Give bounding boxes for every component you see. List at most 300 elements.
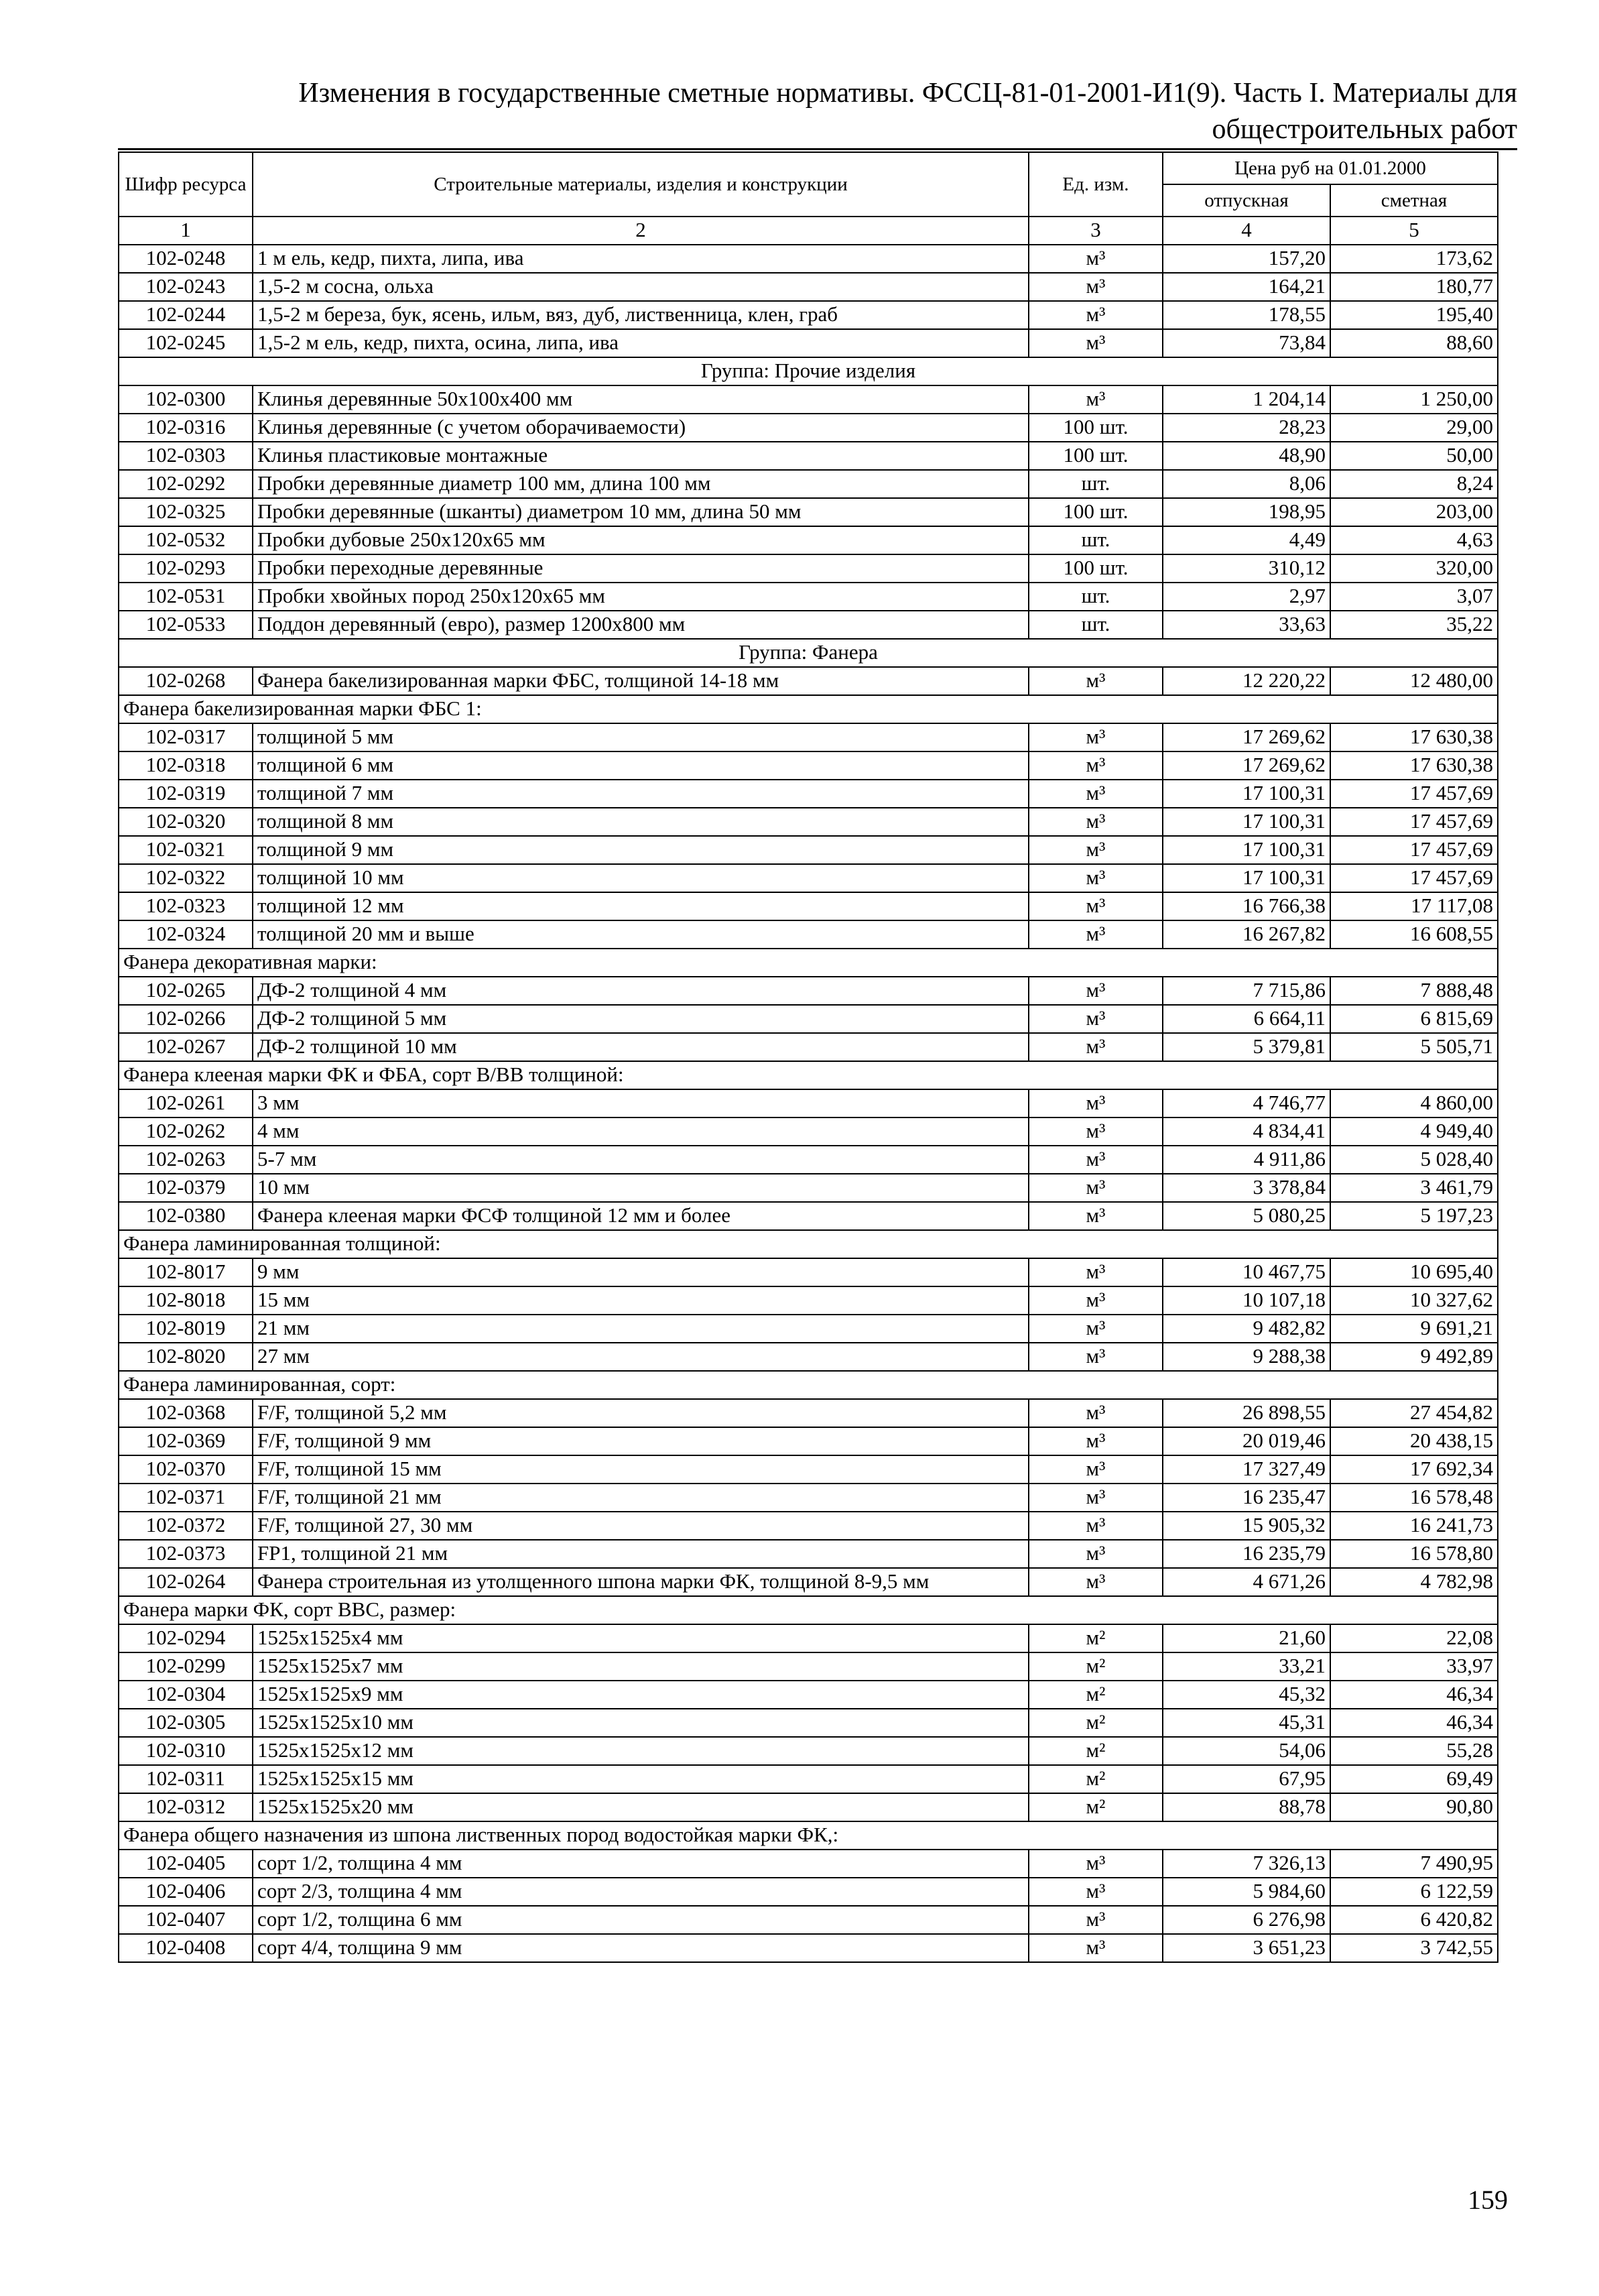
unit-of-measure: м³ bbox=[1029, 1258, 1163, 1286]
unit-of-measure: м³ bbox=[1029, 808, 1163, 836]
estimate-price: 27 454,82 bbox=[1330, 1399, 1498, 1427]
material-name: 5-7 мм bbox=[253, 1146, 1029, 1174]
resource-code: 102-0305 bbox=[119, 1709, 253, 1737]
resource-code: 102-0245 bbox=[119, 329, 253, 357]
unit-of-measure: м² bbox=[1029, 1765, 1163, 1793]
release-price: 4 911,86 bbox=[1163, 1146, 1330, 1174]
resource-code: 102-0262 bbox=[119, 1117, 253, 1146]
material-name: 21 мм bbox=[253, 1315, 1029, 1343]
estimate-price: 4 860,00 bbox=[1330, 1089, 1498, 1117]
material-name: толщиной 8 мм bbox=[253, 808, 1029, 836]
release-price: 10 107,18 bbox=[1163, 1286, 1330, 1315]
material-name: сорт 1/2, толщина 4 мм bbox=[253, 1850, 1029, 1878]
table-row bbox=[119, 1315, 1498, 1343]
release-price: 26 898,55 bbox=[1163, 1399, 1330, 1427]
estimate-price: 195,40 bbox=[1330, 301, 1498, 329]
resource-code: 102-0406 bbox=[119, 1878, 253, 1906]
release-price: 33,21 bbox=[1163, 1652, 1330, 1681]
release-price: 164,21 bbox=[1163, 273, 1330, 301]
estimate-price: 17 457,69 bbox=[1330, 864, 1498, 892]
estimate-price: 5 197,23 bbox=[1330, 1202, 1498, 1230]
release-price: 3 651,23 bbox=[1163, 1934, 1330, 1962]
estimate-price: 8,24 bbox=[1330, 470, 1498, 498]
unit-of-measure: 100 шт. bbox=[1029, 414, 1163, 442]
unit-of-measure: 100 шт. bbox=[1029, 554, 1163, 583]
table-row bbox=[119, 751, 1498, 780]
column-number: 1 bbox=[119, 217, 253, 245]
unit-of-measure: м² bbox=[1029, 1709, 1163, 1737]
material-name: Клинья деревянные (с учетом оборачиваемости) bbox=[253, 414, 1029, 442]
unit-of-measure: м² bbox=[1029, 1652, 1163, 1681]
column-number: 4 bbox=[1163, 217, 1330, 245]
resource-code: 102-0310 bbox=[119, 1737, 253, 1765]
unit-of-measure: м³ bbox=[1029, 1512, 1163, 1540]
table-row bbox=[119, 977, 1498, 1005]
resource-code: 102-0318 bbox=[119, 751, 253, 780]
material-name: 10 мм bbox=[253, 1174, 1029, 1202]
table-head bbox=[119, 152, 1498, 245]
estimate-price: 16 241,73 bbox=[1330, 1512, 1498, 1540]
group-heading-row bbox=[119, 357, 1498, 385]
unit-of-measure: м³ bbox=[1029, 301, 1163, 329]
estimate-price: 17 457,69 bbox=[1330, 808, 1498, 836]
release-price: 17 100,31 bbox=[1163, 808, 1330, 836]
unit-of-measure: м³ bbox=[1029, 1906, 1163, 1934]
unit-of-measure: м³ bbox=[1029, 667, 1163, 695]
material-name: F/F, толщиной 5,2 мм bbox=[253, 1399, 1029, 1427]
material-name: Пробки деревянные диаметр 100 мм, длина 100 мм bbox=[253, 470, 1029, 498]
release-price: 7 715,86 bbox=[1163, 977, 1330, 1005]
unit-of-measure: м² bbox=[1029, 1624, 1163, 1652]
unit-of-measure: м³ bbox=[1029, 1117, 1163, 1146]
resource-code: 102-0371 bbox=[119, 1484, 253, 1512]
resource-code: 102-0300 bbox=[119, 385, 253, 414]
material-name: сорт 1/2, толщина 6 мм bbox=[253, 1906, 1029, 1934]
estimate-price: 7 888,48 bbox=[1330, 977, 1498, 1005]
table-row bbox=[119, 1652, 1498, 1681]
resource-code: 102-0372 bbox=[119, 1512, 253, 1540]
material-name: ДФ-2 толщиной 4 мм bbox=[253, 977, 1029, 1005]
resource-code: 102-0244 bbox=[119, 301, 253, 329]
unit-of-measure: м³ bbox=[1029, 751, 1163, 780]
material-name: толщиной 7 мм bbox=[253, 780, 1029, 808]
estimate-price: 10 695,40 bbox=[1330, 1258, 1498, 1286]
release-price: 16 235,79 bbox=[1163, 1540, 1330, 1568]
estimate-price: 203,00 bbox=[1330, 498, 1498, 526]
table-row bbox=[119, 1484, 1498, 1512]
resource-code: 102-8020 bbox=[119, 1343, 253, 1371]
table-row bbox=[119, 329, 1498, 357]
material-name: 1525х1525х7 мм bbox=[253, 1652, 1029, 1681]
release-price: 1 204,14 bbox=[1163, 385, 1330, 414]
unit-of-measure: м³ bbox=[1029, 273, 1163, 301]
release-price: 20 019,46 bbox=[1163, 1427, 1330, 1455]
material-name: толщиной 12 мм bbox=[253, 892, 1029, 920]
material-name: 1,5-2 м ель, кедр, пихта, осина, липа, ива bbox=[253, 329, 1029, 357]
estimate-price: 12 480,00 bbox=[1330, 667, 1498, 695]
table-row bbox=[119, 1624, 1498, 1652]
material-name: толщиной 9 мм bbox=[253, 836, 1029, 864]
material-name: FP1, толщиной 21 мм bbox=[253, 1540, 1029, 1568]
material-name: 1525х1525х20 мм bbox=[253, 1793, 1029, 1821]
release-price: 17 100,31 bbox=[1163, 780, 1330, 808]
unit-of-measure: м³ bbox=[1029, 1146, 1163, 1174]
unit-of-measure: 100 шт. bbox=[1029, 498, 1163, 526]
table-row bbox=[119, 1117, 1498, 1146]
table-row bbox=[119, 1005, 1498, 1033]
estimate-price: 90,80 bbox=[1330, 1793, 1498, 1821]
material-name: толщиной 10 мм bbox=[253, 864, 1029, 892]
resource-code: 102-0248 bbox=[119, 245, 253, 273]
table-row bbox=[119, 1850, 1498, 1878]
release-price: 17 269,62 bbox=[1163, 723, 1330, 751]
unit-of-measure: м³ bbox=[1029, 1427, 1163, 1455]
estimate-price: 17 457,69 bbox=[1330, 780, 1498, 808]
release-price: 6 276,98 bbox=[1163, 1906, 1330, 1934]
resource-code: 102-8018 bbox=[119, 1286, 253, 1315]
release-price: 5 984,60 bbox=[1163, 1878, 1330, 1906]
release-price: 33,63 bbox=[1163, 611, 1330, 639]
table-row bbox=[119, 836, 1498, 864]
unit-of-measure: м² bbox=[1029, 1793, 1163, 1821]
release-price: 5 379,81 bbox=[1163, 1033, 1330, 1061]
material-name: 1,5-2 м сосна, ольха bbox=[253, 273, 1029, 301]
unit-of-measure: м³ bbox=[1029, 329, 1163, 357]
release-price: 9 482,82 bbox=[1163, 1315, 1330, 1343]
release-price: 7 326,13 bbox=[1163, 1850, 1330, 1878]
table-row bbox=[119, 583, 1498, 611]
table-row bbox=[119, 414, 1498, 442]
table-row bbox=[119, 1934, 1498, 1962]
unit-of-measure: м³ bbox=[1029, 1484, 1163, 1512]
table-row bbox=[119, 1399, 1498, 1427]
release-price: 67,95 bbox=[1163, 1765, 1330, 1793]
unit-of-measure: м³ bbox=[1029, 1540, 1163, 1568]
unit-of-measure: м³ bbox=[1029, 1033, 1163, 1061]
release-price: 178,55 bbox=[1163, 301, 1330, 329]
resource-code: 102-0379 bbox=[119, 1174, 253, 1202]
header-line-1: Изменения в государственные сметные нормативы. ФССЦ-81-01-2001-И1(9). Часть I. Материалы для bbox=[298, 78, 1517, 109]
release-price: 4,49 bbox=[1163, 526, 1330, 554]
release-price: 48,90 bbox=[1163, 442, 1330, 470]
unit-of-measure: м³ bbox=[1029, 245, 1163, 273]
table-row bbox=[119, 1793, 1498, 1821]
resource-code: 102-0368 bbox=[119, 1399, 253, 1427]
unit-of-measure: шт. bbox=[1029, 583, 1163, 611]
estimate-price: 9 691,21 bbox=[1330, 1315, 1498, 1343]
table-row bbox=[119, 1286, 1498, 1315]
release-price: 16 235,47 bbox=[1163, 1484, 1330, 1512]
release-price: 5 080,25 bbox=[1163, 1202, 1330, 1230]
header-code: Шифр ресурса bbox=[119, 152, 253, 217]
table-row bbox=[119, 301, 1498, 329]
estimate-price: 55,28 bbox=[1330, 1737, 1498, 1765]
material-name: ДФ-2 толщиной 10 мм bbox=[253, 1033, 1029, 1061]
subgroup-heading-row bbox=[119, 1596, 1498, 1624]
resource-code: 102-0243 bbox=[119, 273, 253, 301]
estimate-price: 20 438,15 bbox=[1330, 1427, 1498, 1455]
resource-code: 102-0265 bbox=[119, 977, 253, 1005]
unit-of-measure: м³ bbox=[1029, 780, 1163, 808]
unit-of-measure: м³ bbox=[1029, 723, 1163, 751]
estimate-price: 17 457,69 bbox=[1330, 836, 1498, 864]
table-row bbox=[119, 1568, 1498, 1596]
column-number: 3 bbox=[1029, 217, 1163, 245]
table-row bbox=[119, 1033, 1498, 1061]
material-name: 1 м ель, кедр, пихта, липа, ива bbox=[253, 245, 1029, 273]
unit-of-measure: м² bbox=[1029, 1681, 1163, 1709]
material-name: F/F, толщиной 21 мм bbox=[253, 1484, 1029, 1512]
header-unit: Ед. изм. bbox=[1029, 152, 1163, 217]
estimate-price: 3 742,55 bbox=[1330, 1934, 1498, 1962]
estimate-price: 16 608,55 bbox=[1330, 920, 1498, 949]
material-name: 1525х1525х9 мм bbox=[253, 1681, 1029, 1709]
resource-code: 102-0266 bbox=[119, 1005, 253, 1033]
unit-of-measure: м³ bbox=[1029, 1315, 1163, 1343]
group-heading-row bbox=[119, 639, 1498, 667]
subgroup-heading: Фанера клееная марки ФК и ФБА, сорт В/ВВ толщиной: bbox=[119, 1061, 1498, 1089]
resource-code: 102-0323 bbox=[119, 892, 253, 920]
table-row bbox=[119, 1427, 1498, 1455]
release-price: 6 664,11 bbox=[1163, 1005, 1330, 1033]
table-row bbox=[119, 611, 1498, 639]
material-name: 27 мм bbox=[253, 1343, 1029, 1371]
estimate-price: 173,62 bbox=[1330, 245, 1498, 273]
table-row bbox=[119, 526, 1498, 554]
estimate-price: 6 122,59 bbox=[1330, 1878, 1498, 1906]
subgroup-heading: Фанера общего назначения из шпона лиственных пород водостойкая марки ФК,: bbox=[119, 1821, 1498, 1850]
column-number: 5 bbox=[1330, 217, 1498, 245]
estimate-price: 17 630,38 bbox=[1330, 723, 1498, 751]
resource-code: 102-0292 bbox=[119, 470, 253, 498]
subgroup-heading-row bbox=[119, 1061, 1498, 1089]
release-price: 88,78 bbox=[1163, 1793, 1330, 1821]
material-name: толщиной 20 мм и выше bbox=[253, 920, 1029, 949]
unit-of-measure: шт. bbox=[1029, 526, 1163, 554]
release-price: 2,97 bbox=[1163, 583, 1330, 611]
estimate-price: 17 692,34 bbox=[1330, 1455, 1498, 1484]
table-body bbox=[119, 245, 1498, 1962]
resource-code: 102-0533 bbox=[119, 611, 253, 639]
resource-code: 102-0268 bbox=[119, 667, 253, 695]
estimate-price: 4 782,98 bbox=[1330, 1568, 1498, 1596]
estimate-price: 46,34 bbox=[1330, 1709, 1498, 1737]
table-row bbox=[119, 808, 1498, 836]
material-name: Пробки деревянные (шканты) диаметром 10 мм, длина 50 мм bbox=[253, 498, 1029, 526]
table-row bbox=[119, 385, 1498, 414]
material-name: F/F, толщиной 15 мм bbox=[253, 1455, 1029, 1484]
material-name: 3 мм bbox=[253, 1089, 1029, 1117]
table-row bbox=[119, 1737, 1498, 1765]
material-name: 1525х1525х12 мм bbox=[253, 1737, 1029, 1765]
table-row bbox=[119, 1089, 1498, 1117]
unit-of-measure: м³ bbox=[1029, 864, 1163, 892]
resource-code: 102-0261 bbox=[119, 1089, 253, 1117]
header-estimate-price: сметная bbox=[1330, 184, 1498, 217]
estimate-price: 50,00 bbox=[1330, 442, 1498, 470]
resource-code: 102-0311 bbox=[119, 1765, 253, 1793]
estimate-price: 22,08 bbox=[1330, 1624, 1498, 1652]
subgroup-heading: Фанера ламинированная, сорт: bbox=[119, 1371, 1498, 1399]
resource-code: 102-0263 bbox=[119, 1146, 253, 1174]
resource-code: 102-0321 bbox=[119, 836, 253, 864]
table-row bbox=[119, 864, 1498, 892]
table-row bbox=[119, 1906, 1498, 1934]
unit-of-measure: м³ bbox=[1029, 1568, 1163, 1596]
table-row bbox=[119, 1455, 1498, 1484]
unit-of-measure: м³ bbox=[1029, 385, 1163, 414]
table-row bbox=[119, 498, 1498, 526]
resource-code: 102-0293 bbox=[119, 554, 253, 583]
material-name: ДФ-2 толщиной 5 мм bbox=[253, 1005, 1029, 1033]
unit-of-measure: м³ bbox=[1029, 1174, 1163, 1202]
estimate-price: 16 578,80 bbox=[1330, 1540, 1498, 1568]
estimate-price: 35,22 bbox=[1330, 611, 1498, 639]
release-price: 3 378,84 bbox=[1163, 1174, 1330, 1202]
unit-of-measure: м³ bbox=[1029, 1343, 1163, 1371]
material-name: сорт 4/4, толщина 9 мм bbox=[253, 1934, 1029, 1962]
release-price: 17 327,49 bbox=[1163, 1455, 1330, 1484]
resource-code: 102-0407 bbox=[119, 1906, 253, 1934]
table-row bbox=[119, 667, 1498, 695]
document-header bbox=[118, 75, 1517, 147]
material-name: 1525х1525х15 мм bbox=[253, 1765, 1029, 1793]
table-row bbox=[119, 892, 1498, 920]
table-row bbox=[119, 1146, 1498, 1174]
estimate-price: 69,49 bbox=[1330, 1765, 1498, 1793]
unit-of-measure: м³ bbox=[1029, 1934, 1163, 1962]
estimate-price: 10 327,62 bbox=[1330, 1286, 1498, 1315]
material-name: 1,5-2 м береза, бук, ясень, ильм, вяз, дуб, лиственница, клен, граб bbox=[253, 301, 1029, 329]
unit-of-measure: м³ bbox=[1029, 1089, 1163, 1117]
unit-of-measure: шт. bbox=[1029, 611, 1163, 639]
estimate-price: 3,07 bbox=[1330, 583, 1498, 611]
table-row bbox=[119, 442, 1498, 470]
material-name: Пробки дубовые 250х120х65 мм bbox=[253, 526, 1029, 554]
estimate-price: 180,77 bbox=[1330, 273, 1498, 301]
subgroup-heading-row bbox=[119, 1821, 1498, 1850]
page-number: 159 bbox=[1468, 2185, 1508, 2215]
estimate-price: 4,63 bbox=[1330, 526, 1498, 554]
unit-of-measure: м³ bbox=[1029, 1286, 1163, 1315]
material-name: Фанера клееная марки ФСФ толщиной 12 мм и более bbox=[253, 1202, 1029, 1230]
table-row bbox=[119, 273, 1498, 301]
material-name: 9 мм bbox=[253, 1258, 1029, 1286]
resource-code: 102-0304 bbox=[119, 1681, 253, 1709]
resource-code: 102-0380 bbox=[119, 1202, 253, 1230]
resource-code: 102-0405 bbox=[119, 1850, 253, 1878]
release-price: 45,31 bbox=[1163, 1709, 1330, 1737]
table-row bbox=[119, 1709, 1498, 1737]
release-price: 198,95 bbox=[1163, 498, 1330, 526]
table-row bbox=[119, 1258, 1498, 1286]
release-price: 4 834,41 bbox=[1163, 1117, 1330, 1146]
resource-code: 102-8019 bbox=[119, 1315, 253, 1343]
resource-code: 102-0531 bbox=[119, 583, 253, 611]
material-name: F/F, толщиной 27, 30 мм bbox=[253, 1512, 1029, 1540]
release-price: 310,12 bbox=[1163, 554, 1330, 583]
table-row bbox=[119, 1343, 1498, 1371]
table-row bbox=[119, 245, 1498, 273]
group-heading: Группа: Прочие изделия bbox=[119, 357, 1498, 385]
material-name: 1525х1525х4 мм bbox=[253, 1624, 1029, 1652]
release-price: 28,23 bbox=[1163, 414, 1330, 442]
estimate-price: 9 492,89 bbox=[1330, 1343, 1498, 1371]
resource-code: 102-0320 bbox=[119, 808, 253, 836]
material-name: Фанера бакелизированная марки ФБС, толщиной 14-18 мм bbox=[253, 667, 1029, 695]
unit-of-measure: м² bbox=[1029, 1737, 1163, 1765]
table-row bbox=[119, 1765, 1498, 1793]
column-number: 2 bbox=[253, 217, 1029, 245]
material-name: сорт 2/3, толщина 4 мм bbox=[253, 1878, 1029, 1906]
subgroup-heading-row bbox=[119, 949, 1498, 977]
resource-code: 102-0369 bbox=[119, 1427, 253, 1455]
estimate-price: 3 461,79 bbox=[1330, 1174, 1498, 1202]
header-rule bbox=[118, 148, 1517, 150]
unit-of-measure: м³ bbox=[1029, 1878, 1163, 1906]
release-price: 73,84 bbox=[1163, 329, 1330, 357]
unit-of-measure: м³ bbox=[1029, 1399, 1163, 1427]
estimate-price: 4 949,40 bbox=[1330, 1117, 1498, 1146]
unit-of-measure: м³ bbox=[1029, 1005, 1163, 1033]
release-price: 21,60 bbox=[1163, 1624, 1330, 1652]
resource-code: 102-0312 bbox=[119, 1793, 253, 1821]
resource-code: 102-0294 bbox=[119, 1624, 253, 1652]
table-row bbox=[119, 1512, 1498, 1540]
subgroup-heading: Фанера бакелизированная марки ФБС 1: bbox=[119, 695, 1498, 723]
material-name: 15 мм bbox=[253, 1286, 1029, 1315]
group-heading: Группа: Фанера bbox=[119, 639, 1498, 667]
resource-code: 102-0324 bbox=[119, 920, 253, 949]
subgroup-heading-row bbox=[119, 695, 1498, 723]
table-row bbox=[119, 780, 1498, 808]
header-price: Цена руб на 01.01.2000 bbox=[1163, 152, 1498, 184]
estimate-price: 7 490,95 bbox=[1330, 1850, 1498, 1878]
release-price: 4 746,77 bbox=[1163, 1089, 1330, 1117]
resource-code: 102-0408 bbox=[119, 1934, 253, 1962]
resource-code: 102-0532 bbox=[119, 526, 253, 554]
table-row bbox=[119, 1681, 1498, 1709]
resource-code: 102-0373 bbox=[119, 1540, 253, 1568]
table-row bbox=[119, 1878, 1498, 1906]
release-price: 157,20 bbox=[1163, 245, 1330, 273]
release-price: 8,06 bbox=[1163, 470, 1330, 498]
table-row bbox=[119, 470, 1498, 498]
estimate-price: 17 630,38 bbox=[1330, 751, 1498, 780]
table-row bbox=[119, 554, 1498, 583]
material-name: толщиной 6 мм bbox=[253, 751, 1029, 780]
resource-code: 102-0319 bbox=[119, 780, 253, 808]
resource-code: 102-0316 bbox=[119, 414, 253, 442]
release-price: 17 100,31 bbox=[1163, 836, 1330, 864]
header-name: Строительные материалы, изделия и конструкции bbox=[253, 152, 1029, 217]
header-line-2: общестроительных работ bbox=[1212, 114, 1517, 145]
material-name: Пробки хвойных пород 250х120х65 мм bbox=[253, 583, 1029, 611]
release-price: 10 467,75 bbox=[1163, 1258, 1330, 1286]
resource-code: 102-0322 bbox=[119, 864, 253, 892]
table-row bbox=[119, 920, 1498, 949]
release-price: 4 671,26 bbox=[1163, 1568, 1330, 1596]
unit-of-measure: шт. bbox=[1029, 470, 1163, 498]
subgroup-heading-row bbox=[119, 1371, 1498, 1399]
estimate-price: 320,00 bbox=[1330, 554, 1498, 583]
unit-of-measure: м³ bbox=[1029, 1850, 1163, 1878]
subgroup-heading: Фанера ламинированная толщиной: bbox=[119, 1230, 1498, 1258]
table-row bbox=[119, 1540, 1498, 1568]
estimate-price: 5 028,40 bbox=[1330, 1146, 1498, 1174]
material-name: 1525х1525х10 мм bbox=[253, 1709, 1029, 1737]
subgroup-heading: Фанера марки ФК, сорт ВВС, размер: bbox=[119, 1596, 1498, 1624]
